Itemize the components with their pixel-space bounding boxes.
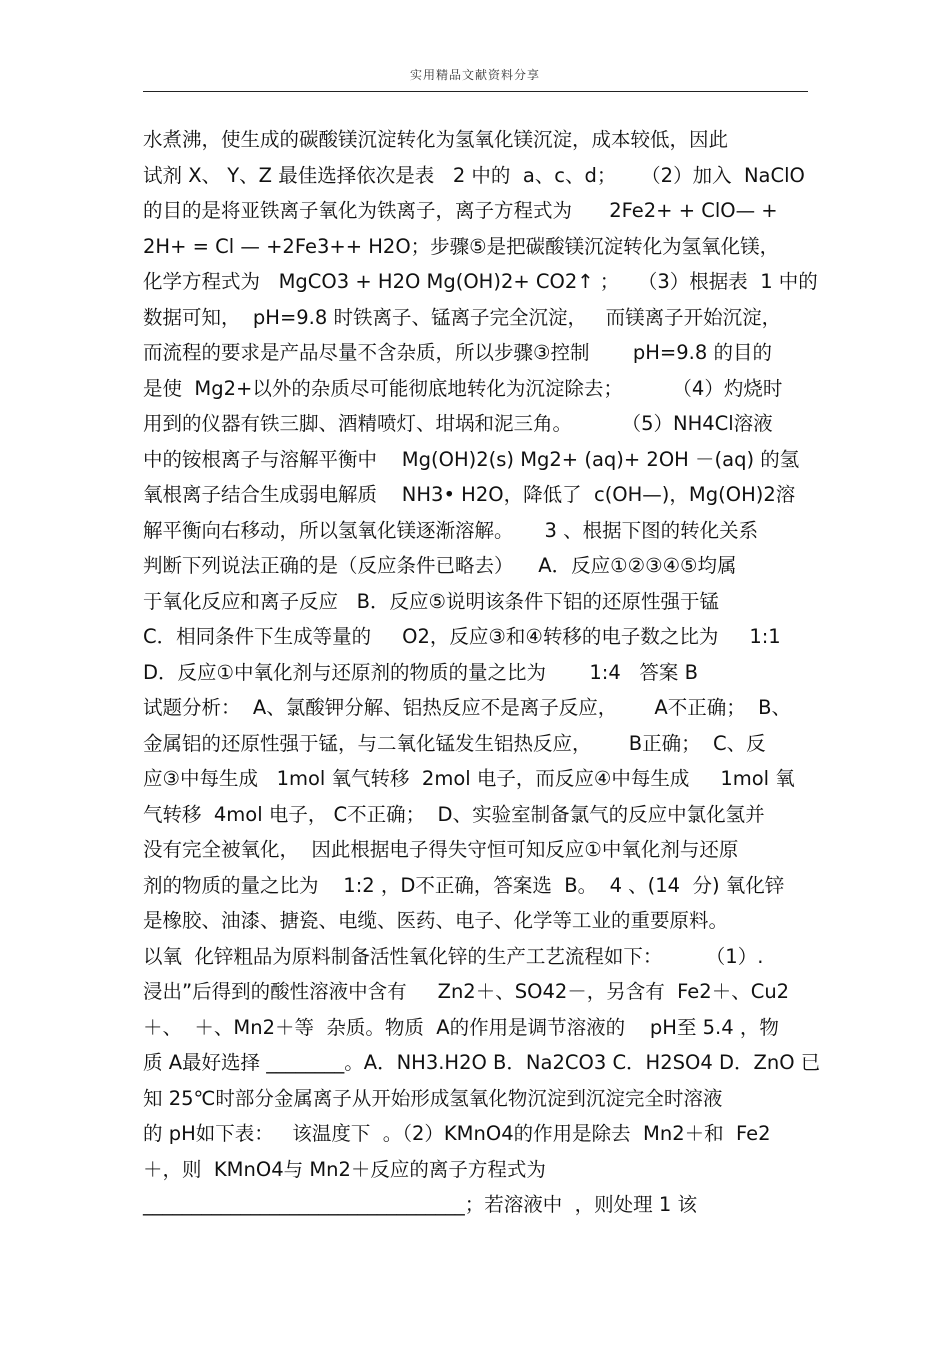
text-line: 2H+ = Cl — +2Fe3++ H2O；步骤⑤是把碳酸镁沉淀转化为氢氧化镁， [143,234,780,258]
text-line: 的目的是将亚铁离子氧化为铁离子，离子方程式为 2Fe2+ + ClO— + [143,199,778,222]
text-line: 剂的物质的量之比为 1:2 ，D不正确，答案选 B。 4 、(14 分) 氧化锌 [143,873,785,897]
text-line: 水煮沸，使生成的碳酸镁沉淀转化为氢氧化镁沉淀，成本较低，因此 [143,128,729,151]
text-line: 试剂 X、 Y、Z 最佳选择依次是表 2 中的 a、c、d； （2）加入 NaClO [143,163,805,187]
text-line: 浸出”后得到的酸性溶液中含有 Zn2＋、SO42－，另含有 Fe2＋、Cu2 [143,980,790,1003]
text-line: 氧根离子结合生成弱电解质 NH3• H2O，降低了 c(OH—)，Mg(OH)2溶 [143,483,796,506]
text-line: C．相同条件下生成等量的 O2，反应③和④转移的电子数之比为 1:1 [143,625,781,648]
text-line: ＋，则 KMnO4与 Mn2＋反应的离子方程式为 [143,1157,546,1181]
text-line: _________________________________；若溶液中 ，则处理 1 该 [143,1193,697,1216]
page-header: 实用精品文献资料分享 [409,68,540,82]
text-line: 数据可知， pH=9.8 时铁离子、锰离子完全沉淀， 而镁离子开始沉淀， [143,305,782,329]
text-line: 试题分析： A、氯酸钾分解、铝热反应不是离子反应， A不正确； B、 [143,696,792,719]
text-line: ＋、 ＋、Mn2＋等 杂质。物质 A的作用是调节溶液的 pH至 5.4 ，物 [143,1015,779,1039]
text-line: 应③中每生成 1mol 氧气转移 2mol 电子，而反应④中每生成 1mol 氧 [143,767,795,790]
text-line: 而流程的要求是产品尽量不含杂质，所以步骤③控制 pH=9.8 的目的 [143,341,772,364]
text-line: 质 A最好选择 ________。A．NH3.H2O B．Na2CO3 C．H2SO4 D．ZnO 已 [143,1051,821,1074]
text-line: 是使 Mg2+以外的杂质尽可能彻底地转化为沉淀除去； （4）灼烧时 [143,376,783,400]
text-line: 没有完全被氧化， 因此根据电子得失守恒可知反应①中氧化剂与还原 [143,838,739,861]
text-line: 判断下列说法正确的是（反应条件已略去） A．反应①②③④⑤均属 [143,554,737,577]
text-line: 以氧 化锌粗品为原料制备活性氧化锌的生产工艺流程如下： （1）. [143,944,764,968]
text-line: 是橡胶、油漆、搪瓷、电缆、医药、电子、化学等工业的重要原料。 [143,909,729,932]
text-line: 金属铝的还原性强于锰，与二氧化锰发生铝热反应， B正确； C、反 [143,731,766,755]
text-line: 解平衡向右移动，所以氢氧化镁逐渐溶解。 3 、根据下图的转化关系 [143,518,759,542]
document-body [143,122,821,1223]
text-line: 知 25℃时部分金属离子从开始形成氢氧化物沉淀到沉淀完全时溶液 [143,1086,723,1110]
text-line: 中的铵根离子与溶解平衡中 Mg(OH)2(s) Mg2+ (aq)+ 2OH －(aq) 的氢 [143,447,800,471]
text-line: 气转移 4mol 电子， C不正确； D、实验室制备氯气的反应中氯化氢并 [143,802,765,826]
text-line: D．反应①中氧化剂与还原剂的物质的量之比为 1:4 答案 B [143,660,698,684]
text-line: 的 pH如下表： 该温度下 。（2）KMnO4的作用是除去 Mn2＋和 Fe2 [143,1122,771,1145]
text-line: 用到的仪器有铁三脚、酒精喷灯、坩埚和泥三角。 （5）NH4Cl溶液 [143,412,773,435]
header-divider [143,91,808,92]
text-line: 化学方程式为 MgCO3 + H2O Mg(OH)2+ CO2↑ ； （3）根据表 1 中的 [143,270,818,293]
text-line: 于氧化反应和离子反应 B．反应⑤说明该条件下铝的还原性强于锰 [143,589,719,613]
